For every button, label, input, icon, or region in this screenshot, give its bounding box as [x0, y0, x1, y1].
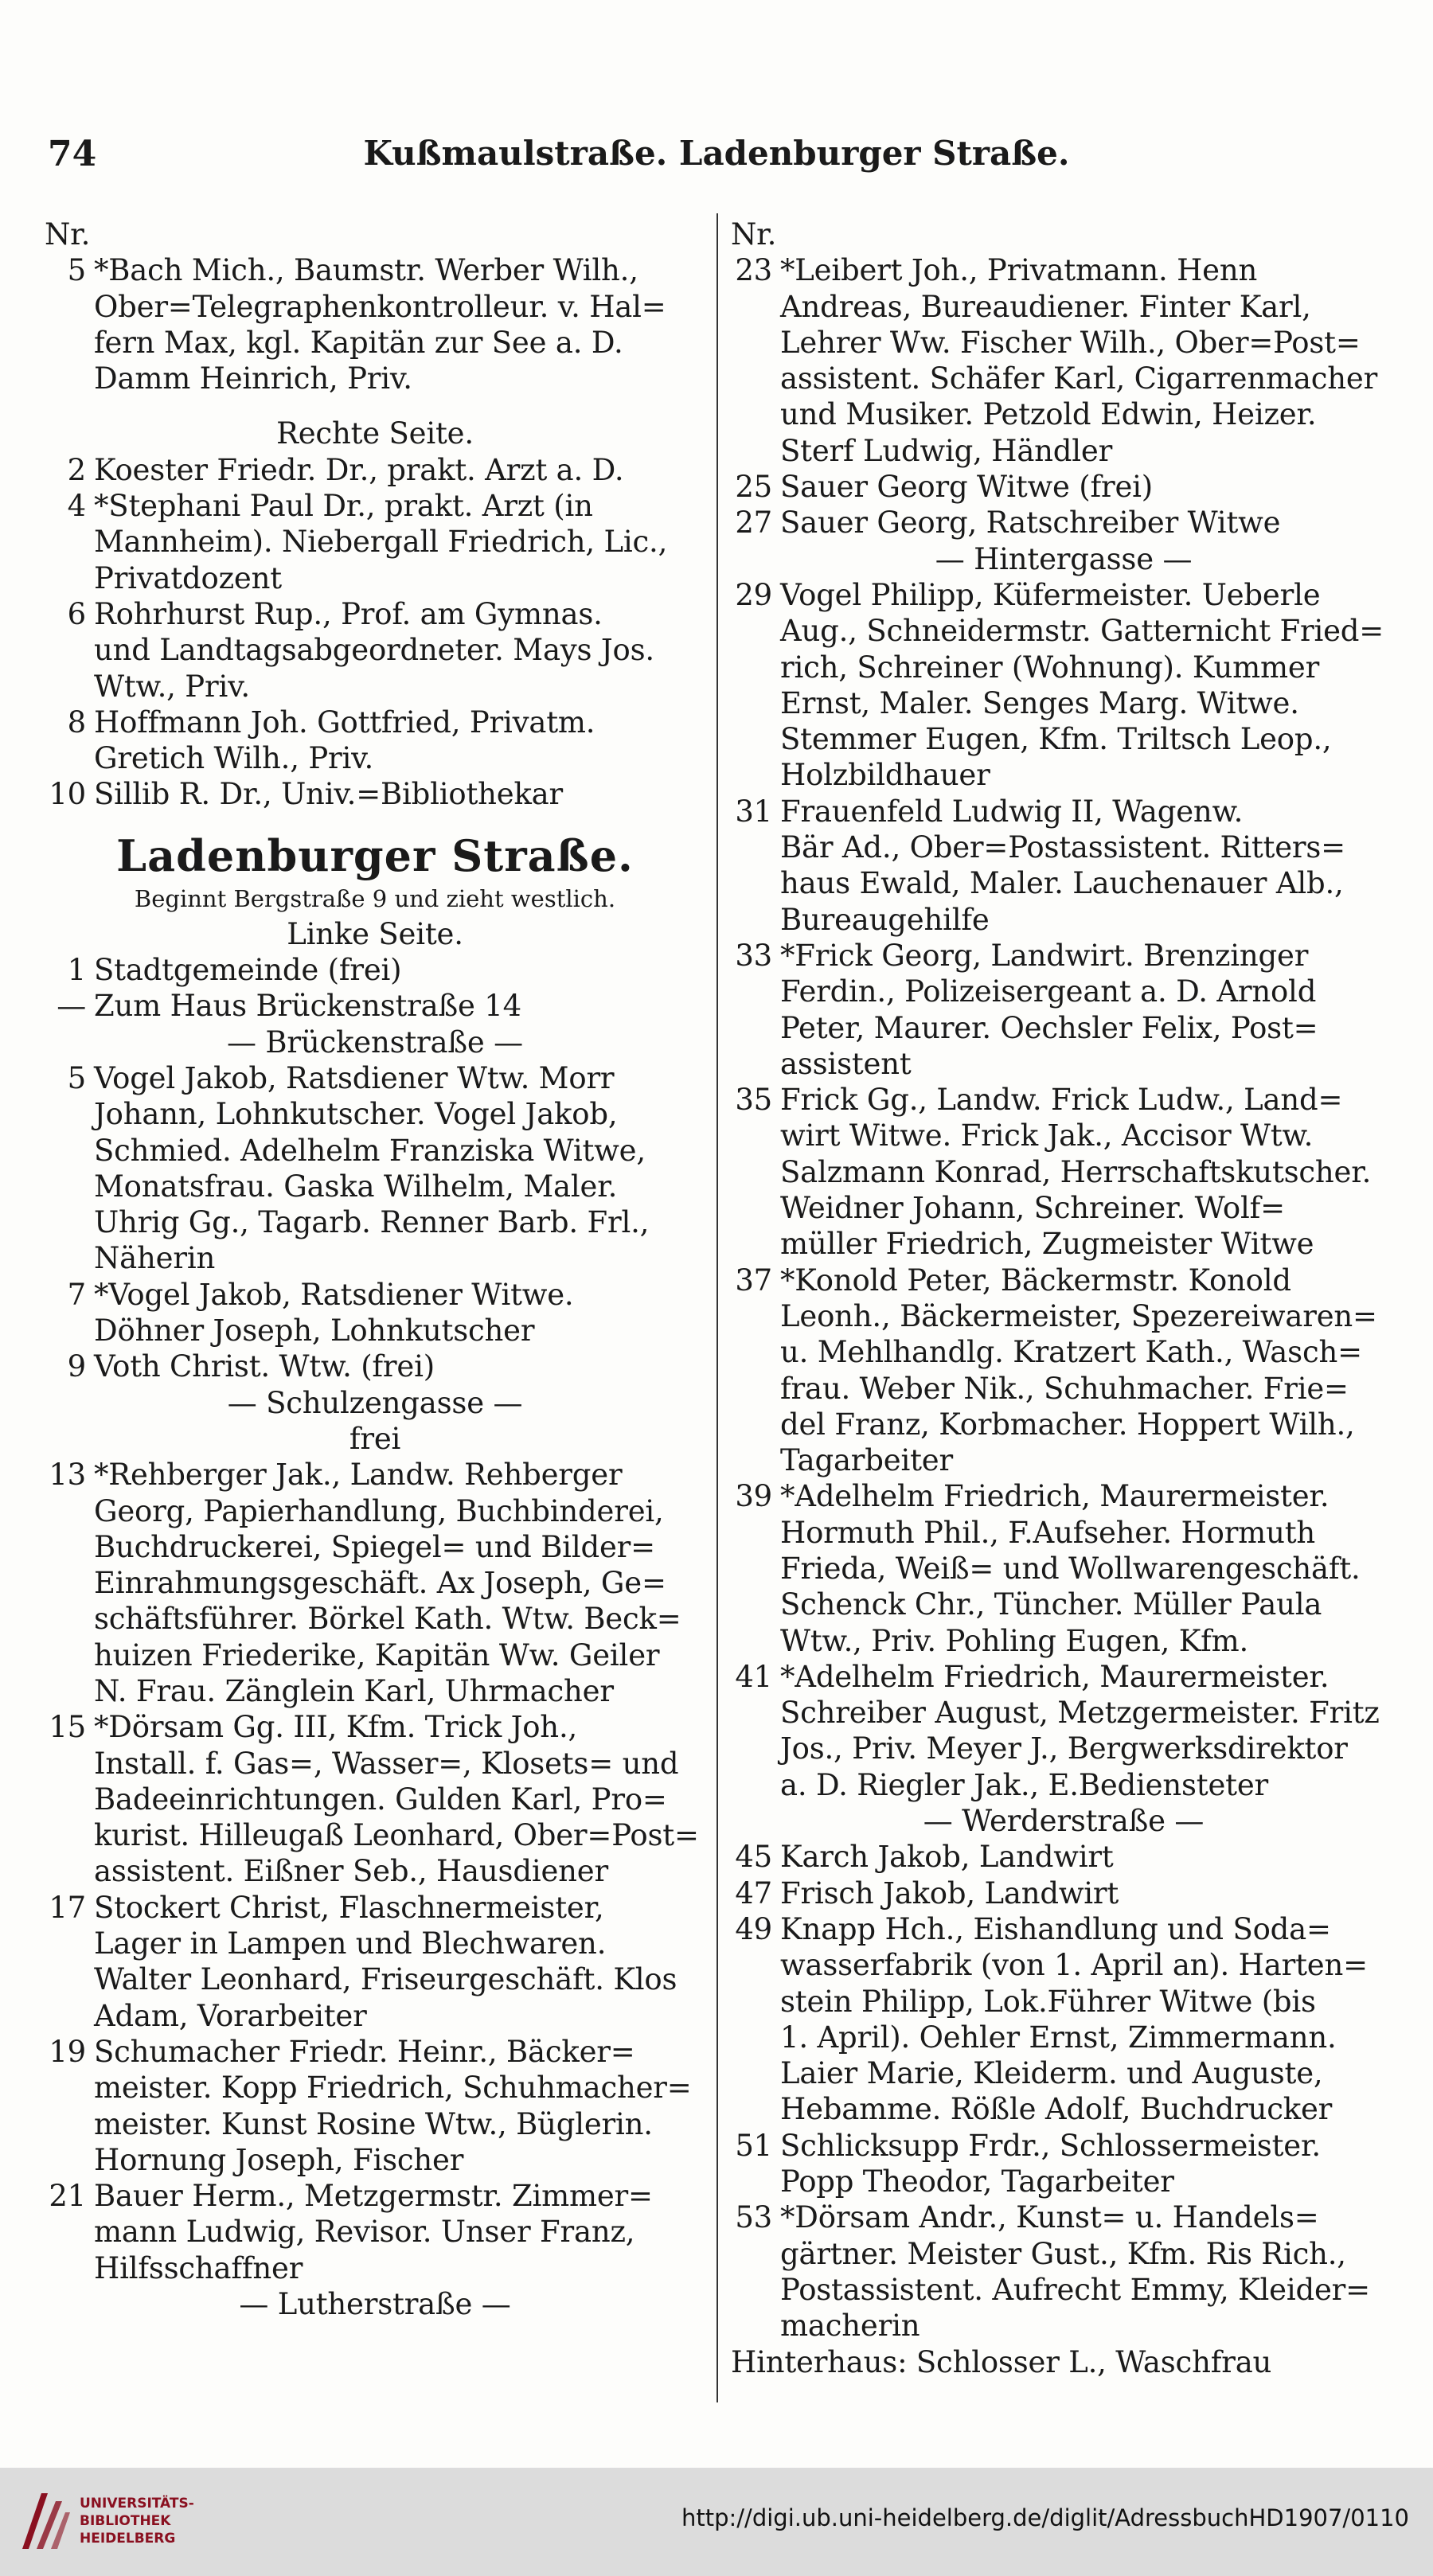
directory-line	[45, 1890, 705, 1926]
entry-text: Damm Heinrich, Priv.	[94, 361, 412, 396]
running-head: Kußmaulstraße. Ladenburger Straße.	[363, 134, 1070, 173]
entry-text: Privatdozent	[94, 560, 282, 595]
street-description: Beginnt Bergstraße 9 und zieht westlich.	[134, 884, 616, 912]
directory-line	[45, 361, 705, 396]
directory-line	[45, 1204, 705, 1240]
page-header	[48, 134, 1385, 189]
directory-line	[45, 2250, 705, 2286]
house-number: 8	[67, 704, 86, 740]
library-logo-icon	[16, 2485, 72, 2557]
entry-text: Hebamme. Rößle Adolf, Buchdrucker	[780, 2092, 1333, 2127]
entry-text: Frauenfeld Ludwig II, Wagenw.	[780, 794, 1244, 829]
directory-line	[731, 396, 1396, 432]
entry-text: Hinterhaus: Schlosser L., Waschfrau	[731, 2344, 1272, 2379]
entry-text: Holzbildhauer	[780, 758, 990, 793]
entry-text: Weidner Johann, Schreiner. Wolf=	[780, 1191, 1285, 1226]
entry-text: Andreas, Bureaudiener. Finter Karl,	[780, 289, 1311, 324]
entry-text: gärtner. Meister Gust., Kfm. Ris Rich.,	[780, 2236, 1346, 2271]
directory-line	[731, 2128, 1396, 2164]
house-number: 29	[735, 577, 772, 612]
directory-line	[45, 217, 705, 252]
entry-text: Mannheim). Niebergall Friedrich, Lic.,	[94, 525, 668, 560]
house-number: 10	[49, 777, 86, 812]
directory-line	[45, 1817, 705, 1853]
directory-line	[45, 2214, 705, 2250]
directory-line	[731, 1010, 1396, 1046]
house-number: 5	[67, 253, 86, 288]
directory-line	[45, 1169, 705, 1204]
entry-text: Bauer Herm., Metzgermstr. Zimmer=	[94, 2179, 653, 2214]
directory-line	[731, 361, 1396, 396]
directory-line	[731, 2164, 1396, 2199]
directory-line	[731, 1226, 1396, 1262]
house-number: 27	[735, 505, 772, 541]
entry-text: Postassistent. Aufrecht Emmy, Kleider=	[780, 2272, 1370, 2307]
entry-text: *Leibert Joh., Privatmann. Henn	[780, 253, 1258, 288]
directory-line	[731, 1767, 1396, 1803]
house-number: 17	[49, 1890, 86, 1925]
house-number: —	[57, 989, 86, 1024]
directory-line	[731, 1551, 1396, 1587]
digitization-footer	[0, 2468, 1433, 2576]
directory-line	[45, 1060, 705, 1096]
entry-text: Jos., Priv. Meyer J., Bergwerksdirektor	[780, 1731, 1348, 1766]
entry-text: del Franz, Korbmacher. Hoppert Wilh.,	[780, 1407, 1355, 1442]
entry-text: Voth Christ. Wtw. (frei)	[94, 1349, 435, 1384]
section-heading	[45, 1421, 705, 1457]
library-name-line-1: UNIVERSITÄTS-	[80, 2496, 194, 2512]
house-number: 25	[735, 470, 772, 505]
entry-text: Uhrig Gg., Tagarb. Renner Barb. Frl.,	[94, 1205, 650, 1240]
entry-text: und Landtagsabgeordneter. Mays Jos.	[94, 633, 654, 668]
entry-text: Rohrhurst Rup., Prof. am Gymnas.	[94, 596, 603, 631]
entry-text: *Adelhelm Friedrich, Maurermeister.	[780, 1479, 1330, 1514]
directory-line	[731, 1190, 1396, 1226]
section-heading	[45, 416, 705, 451]
directory-line	[731, 2236, 1396, 2272]
entry-text: Adam, Vorarbeiter	[94, 1998, 367, 2033]
directory-line	[731, 1118, 1396, 1153]
directory-line	[45, 1998, 705, 2034]
directory-line	[45, 2178, 705, 2214]
directory-line	[731, 1587, 1396, 1622]
entry-text: Bureaugehilfe	[780, 902, 990, 937]
entry-text: rich, Schreiner (Wohnung). Kummer	[780, 650, 1320, 685]
entry-text: Sterf Ludwig, Händler	[780, 433, 1113, 468]
entry-text: Frick Gg., Landw. Frick Ludw., Land=	[780, 1083, 1343, 1118]
directory-line	[731, 1731, 1396, 1766]
entry-text: Schmied. Adelhelm Franziska Witwe,	[94, 1133, 646, 1168]
directory-line	[45, 988, 705, 1024]
entry-text: *Vogel Jakob, Ratsdiener Witwe.	[94, 1277, 574, 1312]
house-number: 41	[735, 1659, 772, 1694]
directory-line	[45, 1493, 705, 1529]
entry-text: assistent. Eißner Seb., Hausdiener	[94, 1854, 608, 1889]
entry-text: — Brückenstraße —	[227, 1025, 523, 1060]
directory-line	[45, 1601, 705, 1637]
entry-text: Schumacher Friedr. Heinr., Bäcker=	[94, 2034, 635, 2069]
street-title: Ladenburger Straße.	[116, 829, 634, 881]
section-heading	[731, 1803, 1396, 1839]
entry-text: mann Ludwig, Revisor. Unser Franz,	[94, 2215, 635, 2250]
directory-line	[45, 740, 705, 776]
entry-text: Stadtgemeinde (frei)	[94, 953, 402, 988]
entry-text: Gretich Wilh., Priv.	[94, 741, 374, 776]
directory-line	[731, 289, 1396, 325]
directory-line	[731, 1875, 1396, 1911]
directory-line	[45, 1240, 705, 1276]
house-number: 2	[67, 452, 86, 487]
entry-text: Georg, Papierhandlung, Buchbinderei,	[94, 1493, 664, 1528]
directory-line	[731, 1046, 1396, 1082]
directory-line	[45, 596, 705, 632]
entry-text: Sauer Georg Witwe (frei)	[780, 470, 1154, 505]
directory-line	[731, 829, 1396, 865]
library-name-line-2: BIBLIOTHEK	[80, 2513, 171, 2529]
entry-text: Sauer Georg, Ratschreiber Witwe	[780, 505, 1281, 541]
directory-line	[731, 577, 1396, 613]
entry-text: huizen Friederike, Kapitän Ww. Geiler	[94, 1637, 660, 1672]
directory-line	[731, 505, 1396, 541]
directory-line	[731, 2344, 1396, 2380]
directory-line	[731, 1442, 1396, 1478]
directory-line	[731, 1082, 1396, 1118]
entry-text: Stemmer Eugen, Kfm. Triltsch Leop.,	[780, 722, 1332, 757]
entry-text: frei	[349, 1421, 401, 1456]
entry-text: Hilfsschaffner	[94, 2250, 303, 2285]
directory-line	[731, 757, 1396, 793]
entry-text: assistent	[780, 1046, 912, 1081]
house-number: 51	[735, 2128, 772, 2163]
directory-line	[731, 2091, 1396, 2127]
entry-text: wasserfabrik (von 1. April an). Harten=	[780, 1948, 1368, 1983]
directory-line	[45, 1782, 705, 1817]
directory-line	[731, 1911, 1396, 1947]
entry-text: Buchdruckerei, Spiegel= und Bilder=	[94, 1529, 655, 1564]
house-number: Nr.	[45, 217, 91, 252]
entry-text: Popp Theodor, Tagarbeiter	[780, 2164, 1174, 2199]
entry-text: Ernst, Maler. Senges Marg. Witwe.	[780, 685, 1299, 720]
house-number: 45	[735, 1840, 772, 1875]
library-name	[80, 2495, 194, 2547]
directory-line	[45, 1565, 705, 1601]
entry-text: N. Frau. Zänglein Karl, Uhrmacher	[94, 1673, 614, 1708]
entry-text: Linke Seite.	[287, 916, 463, 951]
house-number: 15	[49, 1710, 86, 1745]
directory-line	[45, 488, 705, 524]
directory-line	[45, 2106, 705, 2142]
entry-text: kurist. Hilleugaß Leonhard, Ober=Post=	[94, 1818, 699, 1853]
entry-text: Peter, Maurer. Oechsler Felix, Post=	[780, 1010, 1318, 1045]
directory-line	[45, 1926, 705, 1961]
entry-text: Döhner Joseph, Lohnkutscher	[94, 1313, 535, 1348]
entry-text: Koester Friedr. Dr., prakt. Arzt a. D.	[94, 452, 624, 487]
house-number: 21	[49, 2179, 86, 2214]
directory-line	[731, 974, 1396, 1009]
directory-line	[45, 1313, 705, 1348]
directory-line	[45, 2034, 705, 2070]
entry-text: haus Ewald, Maler. Lauchenauer Alb.,	[780, 866, 1344, 901]
directory-line	[45, 776, 705, 812]
house-number: 49	[735, 1911, 772, 1946]
directory-line	[45, 325, 705, 361]
directory-line	[45, 1096, 705, 1132]
house-number: Nr.	[731, 217, 777, 252]
entry-text: Install. f. Gas=, Wasser=, Klosets= und	[94, 1746, 679, 1781]
directory-line	[45, 1529, 705, 1565]
entry-text: Karch Jakob, Landwirt	[780, 1840, 1114, 1875]
directory-line	[45, 952, 705, 988]
directory-line	[45, 452, 705, 488]
directory-line	[731, 433, 1396, 469]
entry-text: Einrahmungsgeschäft. Ax Joseph, Ge=	[94, 1566, 666, 1601]
directory-line	[45, 632, 705, 668]
entry-text: Monatsfrau. Gaska Wilhelm, Maler.	[94, 1169, 618, 1204]
entry-text: fern Max, kgl. Kapitän zur See a. D.	[94, 325, 623, 360]
house-number: 23	[735, 253, 772, 288]
column-divider	[716, 213, 718, 2402]
directory-line	[45, 1853, 705, 1889]
house-number: 9	[67, 1349, 86, 1384]
directory-line	[731, 938, 1396, 974]
directory-line	[731, 685, 1396, 721]
directory-line	[731, 217, 1396, 252]
entry-text: a. D. Riegler Jak., E.Bediensteter	[780, 1767, 1269, 1802]
directory-line	[731, 1478, 1396, 1514]
directory-line	[731, 1839, 1396, 1875]
house-number: 33	[735, 938, 772, 973]
entry-text: *Bach Mich., Baumstr. Werber Wilh.,	[94, 253, 638, 288]
house-number: 19	[49, 2034, 86, 2069]
entry-text: — Werderstraße —	[923, 1804, 1205, 1839]
directory-line	[731, 1371, 1396, 1407]
entry-text: Lager in Lampen und Blechwaren.	[94, 1926, 607, 1961]
left-column	[45, 217, 705, 2322]
entry-text: Wtw., Priv. Pohling Eugen, Kfm.	[780, 1623, 1249, 1658]
house-number: 1	[67, 953, 86, 988]
source-url-link[interactable]: http://digi.ub.uni-heidelberg.de/diglit/AdressbuchHD1907/0110	[681, 2504, 1409, 2531]
entry-text: assistent. Schäfer Karl, Cigarrenmacher	[780, 361, 1378, 396]
entry-text: Stockert Christ, Flaschnermeister,	[94, 1890, 604, 1925]
entry-text: macherin	[780, 2309, 920, 2344]
entry-text: *Frick Georg, Landwirt. Brenzinger	[780, 938, 1309, 973]
entry-text: Aug., Schneidermstr. Gatternicht Fried=	[780, 614, 1384, 649]
entry-text: Schenck Chr., Tüncher. Müller Paula	[780, 1587, 1322, 1622]
directory-line	[731, 1334, 1396, 1370]
entry-text: Vogel Jakob, Ratsdiener Wtw. Morr	[94, 1060, 615, 1095]
directory-line	[731, 252, 1396, 288]
directory-line	[731, 1947, 1396, 1983]
page-number: 74	[48, 134, 97, 174]
entry-text: — Schulzengasse —	[227, 1385, 523, 1420]
entry-text: Salzmann Konrad, Herrschaftskutscher.	[780, 1154, 1372, 1189]
entry-text: — Lutherstraße —	[239, 2287, 511, 2322]
directory-line	[45, 1709, 705, 1745]
entry-text: Sillib R. Dr., Univ.=Bibliothekar	[94, 777, 564, 812]
directory-line	[731, 2020, 1396, 2055]
directory-line	[45, 289, 705, 325]
entry-text: Frisch Jakob, Landwirt	[780, 1875, 1119, 1911]
house-number: 31	[735, 794, 772, 829]
entry-text: stein Philipp, Lok.Führer Witwe (bis	[780, 1984, 1316, 2019]
directory-line	[731, 865, 1396, 901]
directory-line	[45, 524, 705, 560]
entry-text: Näherin	[94, 1241, 216, 1276]
section-heading	[731, 541, 1396, 577]
entry-text: meister. Kunst Rosine Wtw., Büglerin.	[94, 2106, 653, 2141]
entry-text: meister. Kopp Friedrich, Schuhmacher=	[94, 2071, 692, 2106]
section-heading	[45, 2286, 705, 2322]
directory-line	[45, 252, 705, 288]
directory-line	[731, 794, 1396, 829]
entry-text: frau. Weber Nik., Schuhmacher. Frie=	[780, 1371, 1349, 1406]
entry-text: Schreiber August, Metzgermeister. Fritz	[780, 1696, 1380, 1731]
directory-line	[731, 1263, 1396, 1298]
directory-line	[731, 2272, 1396, 2308]
directory-line	[731, 613, 1396, 649]
directory-line	[45, 1457, 705, 1493]
library-name-line-3: HEIDELBERG	[80, 2531, 176, 2547]
entry-text: Lehrer Ww. Fischer Wilh., Ober=Post=	[780, 325, 1361, 360]
directory-line	[45, 1746, 705, 1782]
entry-text: Johann, Lohnkutscher. Vogel Jakob,	[94, 1097, 618, 1132]
entry-text: Knapp Hch., Eishandlung und Soda=	[780, 1911, 1331, 1946]
directory-line	[45, 669, 705, 704]
entry-text: müller Friedrich, Zugmeister Witwe	[780, 1227, 1314, 1262]
directory-line	[731, 469, 1396, 505]
section-heading	[45, 1025, 705, 1060]
directory-line	[731, 1298, 1396, 1334]
directory-line	[731, 902, 1396, 938]
house-number: 5	[67, 1060, 86, 1095]
house-number: 53	[735, 2200, 772, 2235]
directory-line	[731, 1154, 1396, 1190]
directory-line	[45, 560, 705, 596]
entry-text: Vogel Philipp, Küfermeister. Ueberle	[780, 577, 1321, 612]
house-number: 37	[735, 1263, 772, 1298]
directory-line	[731, 721, 1396, 757]
entry-text: u. Mehlhandlg. Kratzert Kath., Wasch=	[780, 1335, 1362, 1370]
house-number: 13	[49, 1458, 86, 1493]
entry-text: Zum Haus Brückenstraße 14	[94, 989, 521, 1024]
entry-text: Wtw., Priv.	[94, 669, 250, 704]
directory-line	[731, 325, 1396, 361]
section-heading	[45, 1385, 705, 1421]
directory-line	[45, 2142, 705, 2178]
entry-text: *Dörsam Gg. III, Kfm. Trick Joh.,	[94, 1710, 578, 1745]
entry-text: Frieda, Weiß= und Wollwarengeschäft.	[780, 1551, 1361, 1586]
directory-line	[731, 1984, 1396, 2020]
entry-text: Rechte Seite.	[276, 416, 474, 451]
entry-text: *Dörsam Andr., Kunst= u. Handels=	[780, 2200, 1319, 2235]
entry-text: Hoffmann Joh. Gottfried, Privatm.	[94, 704, 595, 740]
entry-text: Ferdin., Polizeisergeant a. D. Arnold	[780, 974, 1317, 1009]
directory-line	[731, 2055, 1396, 2091]
entry-text: Schlicksupp Frdr., Schlossermeister.	[780, 2128, 1321, 2163]
directory-line	[45, 1637, 705, 1673]
entry-text: Hormuth Phil., F.Aufseher. Hormuth	[780, 1515, 1315, 1550]
directory-line	[731, 1659, 1396, 1695]
house-number: 47	[735, 1875, 772, 1911]
entry-text: *Stephani Paul Dr., prakt. Arzt (in	[94, 489, 593, 524]
directory-line	[45, 2070, 705, 2106]
house-number: 4	[67, 489, 86, 524]
entry-text: Badeeinrichtungen. Gulden Karl, Pro=	[94, 1782, 667, 1817]
directory-line	[45, 1277, 705, 1313]
section-spacer	[45, 396, 705, 416]
directory-line	[45, 1348, 705, 1384]
entry-text: *Konold Peter, Bäckermstr. Konold	[780, 1263, 1291, 1298]
house-number: 35	[735, 1083, 772, 1118]
house-number: 6	[67, 596, 86, 631]
directory-line	[45, 1133, 705, 1169]
entry-text: — Hintergasse —	[935, 541, 1193, 576]
directory-line	[731, 1407, 1396, 1442]
entry-text: Walter Leonhard, Friseurgeschäft. Klos	[94, 1962, 677, 1997]
entry-text: Ober=Telegraphenkontrolleur. v. Hal=	[94, 289, 666, 324]
directory-line	[731, 1515, 1396, 1551]
directory-line	[731, 1623, 1396, 1659]
entry-text: wirt Witwe. Frick Jak., Accisor Wtw.	[780, 1118, 1314, 1153]
directory-line	[731, 650, 1396, 685]
entry-text: *Adelhelm Friedrich, Maurermeister.	[780, 1659, 1330, 1694]
entry-text: *Rehberger Jak., Landw. Rehberger	[94, 1458, 623, 1493]
entry-text: und Musiker. Petzold Edwin, Heizer.	[780, 397, 1317, 432]
directory-line	[731, 2308, 1396, 2344]
entry-text: 1. April). Oehler Ernst, Zimmermann.	[780, 2020, 1337, 2055]
entry-text: Hornung Joseph, Fischer	[94, 2142, 464, 2177]
directory-line	[45, 1673, 705, 1709]
entry-text: schäftsführer. Börkel Kath. Wtw. Beck=	[94, 1602, 681, 1637]
house-number: 7	[67, 1277, 86, 1312]
directory-line	[45, 1961, 705, 1997]
section-heading	[45, 916, 705, 952]
entry-text: Laier Marie, Kleiderm. und Auguste,	[780, 2056, 1323, 2091]
directory-line	[731, 1695, 1396, 1731]
right-column	[731, 217, 1396, 2380]
directory-line	[731, 2199, 1396, 2235]
entry-text: Leonh., Bäckermeister, Spezereiwaren=	[780, 1298, 1377, 1333]
directory-line	[45, 704, 705, 740]
entry-text: Bär Ad., Ober=Postassistent. Ritters=	[780, 830, 1345, 865]
entry-text: Tagarbeiter	[780, 1443, 953, 1478]
house-number: 39	[735, 1479, 772, 1514]
